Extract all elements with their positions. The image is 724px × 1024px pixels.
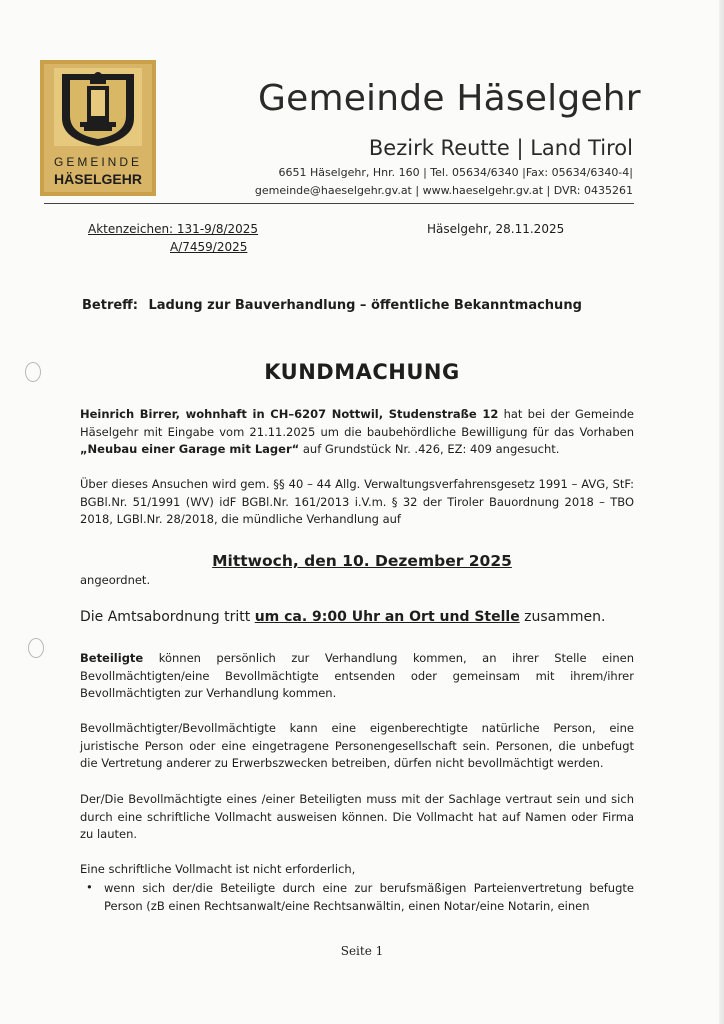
- municipality-name: Gemeinde Häselgehr: [258, 78, 641, 119]
- applicant-name: Heinrich Birrer, wohnhaft in CH–6207 Nottwil, Studenstraße 12: [80, 407, 499, 421]
- paragraph-representative: Bevollmächtigter/Bevollmächtigte kann eine eigenberechtigte natürliche Person, eine juristische Person oder eine eingetragene Personengesellschaft sein. Personen, die unbefugt die Vertretung anderer zu Erwerbszwecken betreiben, dürfen nicht bevollmächtigt werden.: [80, 721, 634, 770]
- contact-line: gemeinde@haeselgehr.gv.at | www.haeselgehr.gv.at | DVR: 0435261: [254, 184, 633, 197]
- paragraph-legal-basis: Über dieses Ansuchen wird gem. §§ 40 – 44 Allg. Verwaltungsverfahrensgesetz 1991 – AVG, StF: BGBl.Nr. 51/1991 (WV) idF BGBl.Nr. 161/2013 i.V.m. § 32 der Tiroler Bauordnung 2018 – TBO 2018, LGBl.Nr. 28/2018, die mündliche Verhandlung auf: [80, 477, 634, 526]
- paragraph-power-of-attorney: Der/Die Bevollmächtigte eines /einer Beteiligten muss mit der Sachlage vertraut sein und sich durch eine schriftliche Vollmacht ausweisen können. Die Vollmacht hat auf Namen oder Firma zu lauten.: [80, 792, 634, 841]
- project-name: „Neubau einer Garage mit Lager“: [80, 442, 300, 456]
- participants-label: Beteiligte: [80, 651, 144, 665]
- reference-number: Aktenzeichen: 131-9/8/2025: [88, 222, 259, 236]
- district-line: Bezirk Reutte | Land Tirol: [368, 136, 633, 160]
- place-date: Häselgehr, 28.11.2025: [427, 222, 565, 236]
- paragraph-application: [80, 406, 634, 459]
- paragraph-text: können persönlich zur Verhandlung kommen, an ihrer Stelle einen Bevollmächtigten/eine Bevollmächtigte entsenden oder gemeinsam mit ihrem/ihrer Bevollmächtigten zur Verhandlung kommen.: [80, 651, 634, 700]
- header-divider: [44, 203, 634, 204]
- page-number: Seite 1: [340, 944, 384, 958]
- assembly-line: [80, 609, 605, 625]
- logo-top-text: GEMEINDE: [53, 155, 143, 169]
- subject-line: [82, 298, 582, 313]
- assembly-text: Die Amtsabordnung tritt: [80, 609, 255, 625]
- assembly-time: um ca. 9:00 Uhr an Ort und Stelle: [254, 609, 520, 625]
- paragraph-text: hat bei der Gemeinde Häselgehr mit Eingabe vom 21.11.2025 um die baubehördliche Bewilligung für das Vorhaben: [80, 407, 634, 439]
- paragraph-text: auf Grundstück Nr. .426, EZ: 409 angesucht.: [299, 442, 560, 456]
- subject-text: Ladung zur Bauverhandlung – öffentliche Bekanntmachung: [148, 298, 582, 313]
- page-edge: [719, 0, 724, 1024]
- list-item: wenn sich der/die Beteiligte durch eine zur berufsmäßigen Parteienvertretung befugte Person (zB einen Rechtsanwalt/eine Rechtsanwältin, einen Notar/eine Notarin, einen: [104, 881, 634, 913]
- subject-label: Betreff:: [82, 298, 138, 313]
- bullet-icon: •: [86, 880, 93, 894]
- assembly-text-end: zusammen.: [519, 609, 606, 625]
- address-line: 6651 Häselgehr, Hnr. 160 | Tel. 05634/6340 |Fax: 05634/6340-4|: [278, 166, 633, 179]
- logo-bottom-text: HÄSELGEHR: [54, 171, 142, 187]
- paragraph-participants: [80, 650, 634, 703]
- document-title: KUNDMACHUNG: [264, 360, 460, 384]
- punch-hole: [28, 638, 44, 658]
- hearing-date: Mittwoch, den 10. Dezember 2025: [212, 552, 512, 570]
- ordered-text: angeordnet.: [80, 573, 151, 587]
- reference-number-second: A/7459/2025: [170, 240, 248, 254]
- punch-hole: [25, 362, 41, 382]
- paragraph-no-attorney: Eine schriftliche Vollmacht ist nicht erforderlich,: [80, 862, 356, 876]
